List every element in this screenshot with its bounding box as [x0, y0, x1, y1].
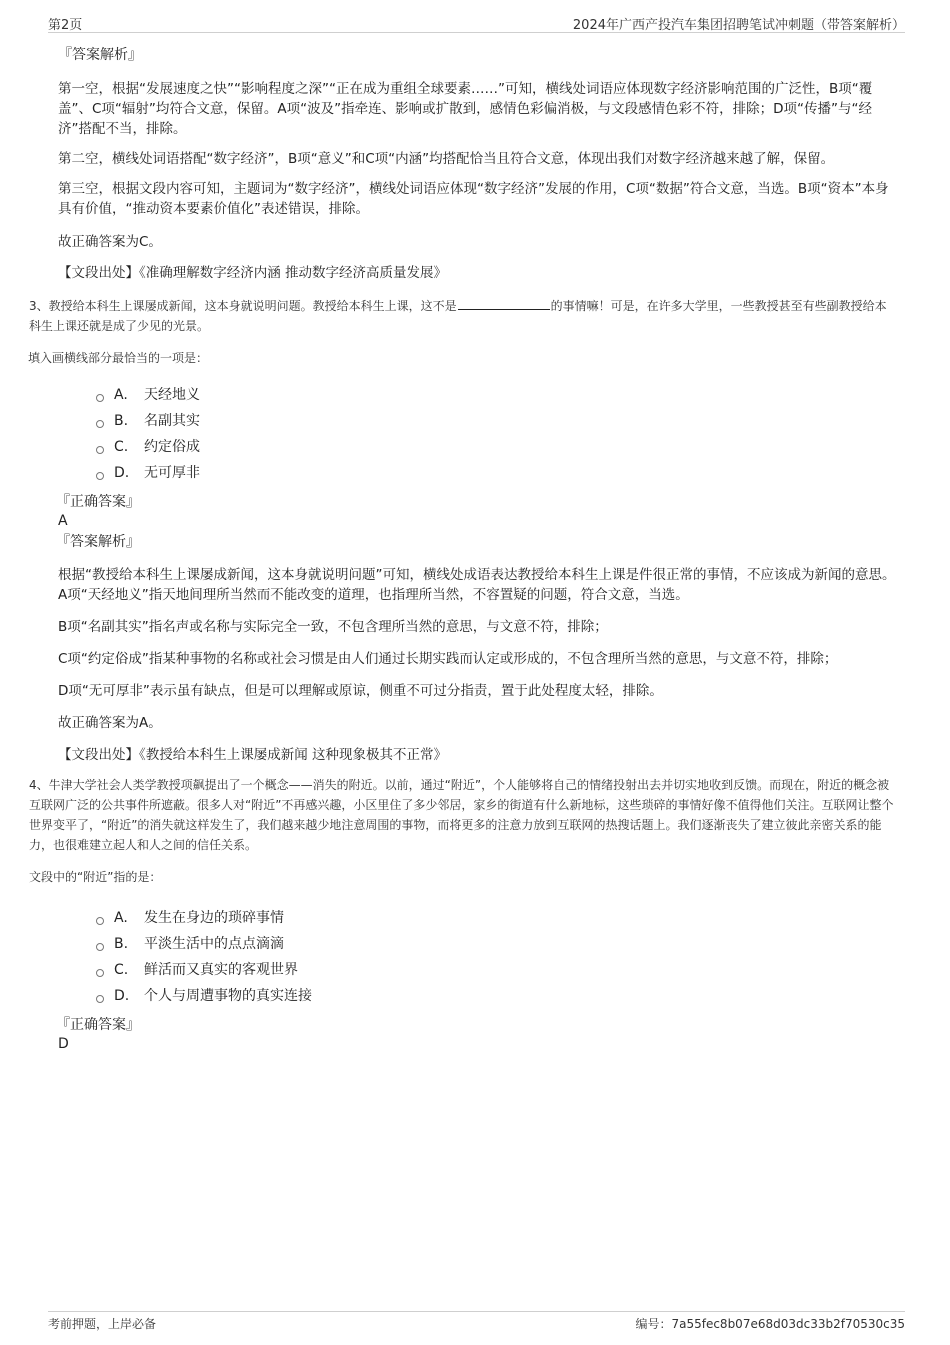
- q3-source: 【文段出处】《教授给本科生上课屡成新闻 这种现象极其不正常》: [58, 747, 448, 763]
- q3-option-c[interactable]: C. 约定俗成: [96, 434, 898, 460]
- q3-analysis-p4: D项“无可厚非”表示虽有缺点，但是可以理解或原谅，侧重不可过分指责，置于此处程度太轻，排除。: [58, 683, 663, 699]
- radio-icon[interactable]: [96, 943, 104, 951]
- radio-icon[interactable]: [96, 472, 104, 480]
- radio-icon[interactable]: [96, 995, 104, 1003]
- radio-icon[interactable]: [96, 394, 104, 402]
- document-code: 编号：7a55fec8b07e68d03dc33b2f70530c35: [635, 1317, 905, 1331]
- q4-option-d[interactable]: D. 个人与周遭事物的真实连接: [96, 983, 898, 1009]
- q4-answer: D: [58, 1036, 69, 1052]
- q4-prompt: 文段中的“附近”指的是：: [29, 870, 162, 884]
- q3-option-a[interactable]: A. 天经地义: [96, 382, 898, 408]
- q3-options: [56, 382, 898, 486]
- page-number: 第2页: [48, 18, 83, 33]
- q4-stem: 4、牛津大学社会人类学教授项飙提出了一个概念——消失的附近。以前，通过“附近”，个人能够将自己的情绪投射出去并切实地收到反馈。而现在，附近的概念被互联网广泛的公共事件所遮蔽。很多人对“附近”不再感兴趣，小区里住了多少邻居，家乡的街道有什么新地标，这些琐碎的事情好像不值得他们关注。互联网让整个世界变平了，“附近”的消失就这样发生了，我们越来越少地注意周围的事物，而将更多的注意力放到互联网的热搜话题上。我们逐渐丧失了建立彼此亲密关系的能力，也很难建立起人和人之间的信任关系。: [29, 778, 894, 852]
- q3-analysis-p2: B项“名副其实”指名声或名称与实际完全一致，不包含理所当然的意思，与文意不符，排除；: [58, 619, 608, 635]
- q3-answer: A: [58, 513, 68, 529]
- q2-analysis-p2: 第二空，横线处词语搭配“数字经济”，B项“意义”和C项“内涵”均搭配恰当且符合文意，体现出我们对数字经济越来越了解，保留。: [58, 151, 835, 167]
- q3-analysis-p1: 根据“教授给本科生上课屡成新闻，这本身就说明问题”可知，横线处成语表达教授给本科生上课是件很正常的事情，不应该成为新闻的意思。A项“天经地义”指天地间理所当然而不能改变的道理，也指理所当然，不容置疑的问题，符合文意，当选。: [58, 567, 896, 603]
- q3-option-d[interactable]: D. 无可厚非: [96, 460, 898, 486]
- radio-icon[interactable]: [96, 446, 104, 454]
- document-title: 2024年广西产投汽车集团招聘笔试冲刺题（带答案解析）: [572, 18, 905, 33]
- q2-analysis-p3: 第三空，根据文段内容可知，主题词为“数字经济”，横线处词语应体现“数字经济”发展的作用，C项“数据”符合文意，当选。B项“资本”本身具有价值，“推动资本要素价值化”表述错误，排除。: [58, 181, 889, 217]
- q2-source: 【文段出处】《准确理解数字经济内涵 推动数字经济高质量发展》: [58, 265, 448, 281]
- answer-blank: [458, 299, 550, 310]
- q2-analysis-label: 『答案解析』: [58, 47, 142, 63]
- radio-icon[interactable]: [96, 420, 104, 428]
- q3-option-b[interactable]: B. 名副其实: [96, 408, 898, 434]
- q3-answer-label: 『正确答案』: [56, 494, 140, 510]
- q4-answer-label: 『正确答案』: [56, 1017, 140, 1033]
- q3-stem: 3、教授给本科生上课屡成新闻，这本身就说明问题。教授给本科生上课，这不是 的事情嘛！可是，在许多大学里，一些教授甚至有些副教授给本科生上课还就是成了少见的光景。: [29, 299, 887, 333]
- q3-analysis-label: 『答案解析』: [56, 534, 140, 550]
- q2-analysis-p1: 第一空，根据“发展速度之快”“影响程度之深”“正在成为重组全球要素……”可知，横线处词语应体现数字经济影响范围的广泛性，B项“覆盖”、C项“辐射”均符合文意，保留。A项“波及”指牵连、影响或扩散到，感情色彩偏消极，与文段感情色彩不符，排除；D项“传播”与“经济”搭配不当，排除。: [58, 81, 873, 137]
- q4-option-a[interactable]: A. 发生在身边的琐碎事情: [96, 905, 898, 931]
- q3-conclusion: 故正确答案为A。: [58, 715, 162, 731]
- q4-option-c[interactable]: C. 鲜活而又真实的客观世界: [96, 957, 898, 983]
- page-header: [48, 12, 905, 33]
- page-content: [28, 45, 898, 1053]
- radio-icon[interactable]: [96, 917, 104, 925]
- footer-slogan: 考前押题，上岸必备: [48, 1317, 157, 1331]
- q2-conclusion: 故正确答案为C。: [58, 234, 162, 250]
- q4-options: [56, 905, 898, 1009]
- q4-option-b[interactable]: B. 平淡生活中的点点滴滴: [96, 931, 898, 957]
- radio-icon[interactable]: [96, 969, 104, 977]
- q3-prompt: 填入画横线部分最恰当的一项是：: [28, 351, 209, 365]
- q3-analysis-p3: C项“约定俗成”指某种事物的名称或社会习惯是由人们通过长期实践而认定或形成的，不包含理所当然的意思，与文意不符，排除；: [58, 651, 838, 667]
- page-footer: [48, 1311, 905, 1334]
